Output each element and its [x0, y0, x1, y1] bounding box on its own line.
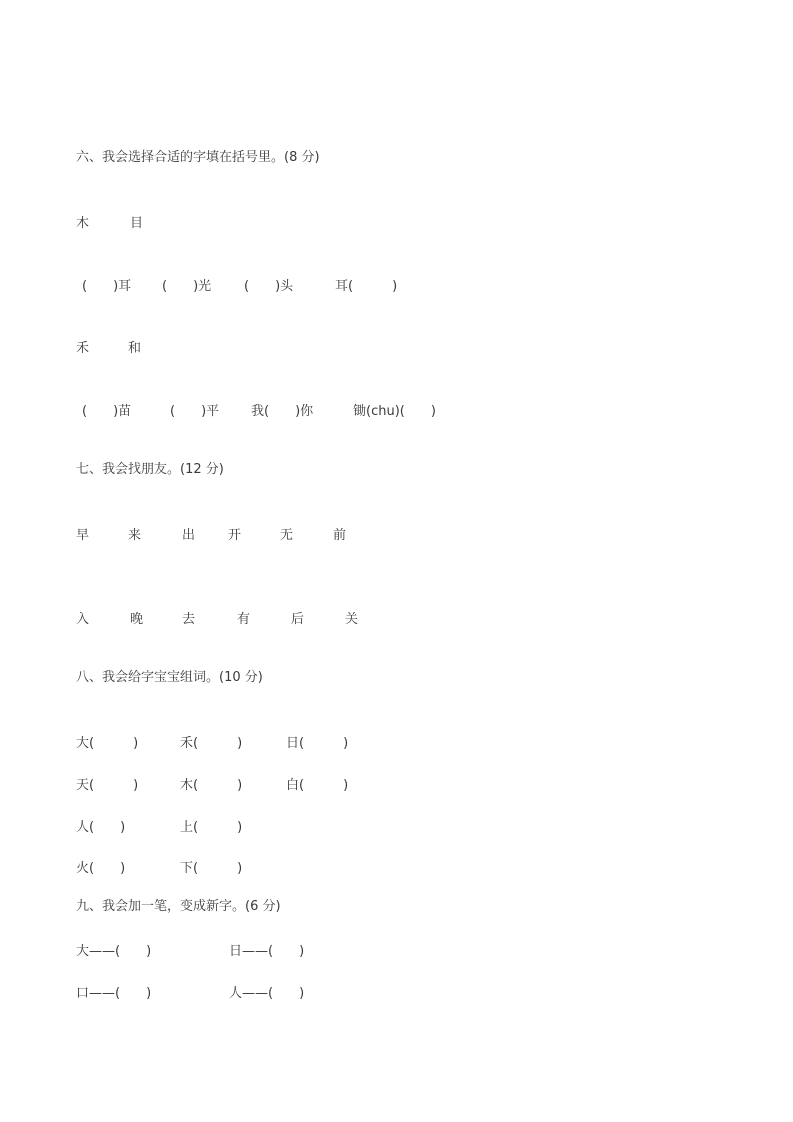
match-char[interactable]: 前: [333, 528, 347, 543]
fill-blank[interactable]: 耳( ): [335, 279, 398, 294]
fill-blank[interactable]: 我( )你: [251, 404, 314, 419]
fill-blank[interactable]: ( )光: [162, 279, 212, 294]
match-char[interactable]: 来: [128, 528, 142, 543]
stroke-blank[interactable]: 日——( ): [229, 944, 305, 959]
option-char: 和: [128, 341, 142, 356]
word-blank[interactable]: 大( ): [76, 736, 139, 751]
match-char[interactable]: 去: [182, 612, 196, 627]
word-blank[interactable]: 日( ): [286, 736, 349, 751]
fill-blank[interactable]: ( )平: [170, 404, 220, 419]
fill-blank[interactable]: 锄(chu)( ): [353, 404, 436, 419]
stroke-blank[interactable]: 口——( ): [76, 986, 152, 1001]
word-blank[interactable]: 天( ): [76, 778, 139, 793]
match-char[interactable]: 开: [228, 528, 242, 543]
word-blank[interactable]: 人( ): [76, 820, 126, 835]
option-char: 目: [130, 216, 144, 231]
word-blank[interactable]: 下( ): [180, 861, 243, 876]
match-char[interactable]: 出: [182, 528, 196, 543]
match-char[interactable]: 早: [76, 528, 90, 543]
word-blank[interactable]: 火( ): [76, 861, 126, 876]
match-char[interactable]: 入: [76, 612, 90, 627]
fill-blank[interactable]: ( )头: [244, 279, 294, 294]
match-char[interactable]: 有: [237, 612, 251, 627]
word-blank[interactable]: 禾( ): [180, 736, 243, 751]
stroke-blank[interactable]: 人——( ): [229, 986, 305, 1001]
fill-blank[interactable]: ( )耳: [82, 279, 132, 294]
match-char[interactable]: 后: [291, 612, 305, 627]
word-blank[interactable]: 上( ): [180, 820, 243, 835]
section-6-heading: 六、我会选择合适的字填在括号里。(8 分): [76, 150, 320, 165]
option-char: 木: [76, 216, 90, 231]
section-7-heading: 七、我会找朋友。(12 分): [76, 462, 224, 477]
fill-blank[interactable]: ( )苗: [82, 404, 132, 419]
match-char[interactable]: 无: [280, 528, 294, 543]
section-8-heading: 八、我会给字宝宝组词。(10 分): [76, 670, 263, 685]
option-char: 禾: [76, 341, 90, 356]
section-9-heading: 九、我会加一笔，变成新字。(6 分): [76, 899, 281, 914]
match-char[interactable]: 关: [345, 612, 359, 627]
word-blank[interactable]: 白( ): [286, 778, 349, 793]
stroke-blank[interactable]: 大——( ): [76, 944, 152, 959]
word-blank[interactable]: 木( ): [180, 778, 243, 793]
match-char[interactable]: 晚: [130, 612, 144, 627]
